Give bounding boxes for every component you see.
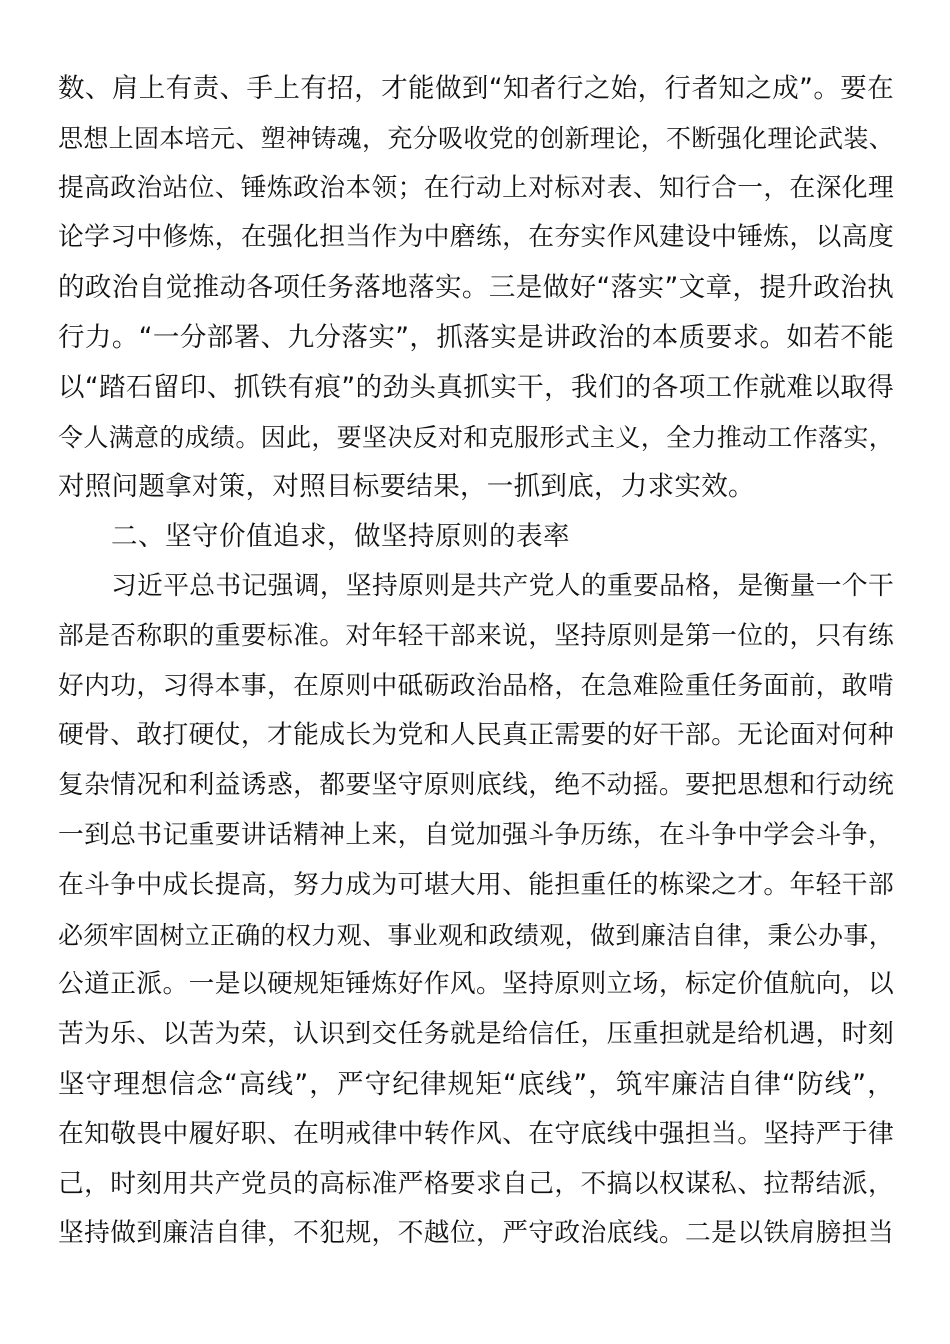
text-line: 坚守理想信念“高线”，严守纪律规矩“底线”，筑牢廉洁自律“防线”， — [58, 1068, 894, 1100]
text-line: 己，时刻用共产党员的高标准严格要求自己，不搞以权谋私、拉帮结派， — [58, 1168, 894, 1199]
text-line: 思想上固本培元、塑神铸魂，充分吸收党的创新理论，不断强化理论武装、 — [58, 123, 894, 153]
text-line: 习近平总书记强调，坚持原则是共产党人的重要品格，是衡量一个干 — [111, 570, 894, 601]
text-line: 苦为乐、以苦为荣，认识到交任务就是给信任，压重担就是给机遇，时刻 — [58, 1019, 894, 1050]
text-line: 复杂情况和利益诱惑，都要坚守原则底线，绝不动摇。要把思想和行动统 — [58, 770, 894, 801]
text-line: 在斗争中成长提高，努力成为可堪大用、能担重任的栋梁之才。年轻干部 — [58, 869, 894, 900]
text-line: 论学习中修炼，在强化担当作为中磨练，在夯实作风建设中锤炼，以高度 — [58, 222, 894, 253]
text-line: 好内功，习得本事，在原则中砥砺政治品格，在急难险重任务面前，敢啃 — [58, 670, 894, 701]
text-line: 硬骨、敢打硬仗，才能成长为党和人民真正需要的好干部。无论面对何种 — [58, 720, 894, 751]
text-line: 对照问题拿对策，对照目标要结果，一抓到底，力求实效。 — [58, 471, 755, 503]
text-line: 以“踏石留印、抓铁有痕”的劲头真抓实干，我们的各项工作就难以取得 — [58, 371, 894, 403]
text-line: 必须牢固树立正确的权力观、事业观和政绩观，做到廉洁自律，秉公办事， — [58, 920, 894, 950]
section-heading: 二、坚守价值追求，做坚持原则的表率 — [111, 521, 570, 553]
text-line: 坚持做到廉洁自律，不犯规，不越位，严守政治底线。二是以铁肩膀担当 — [58, 1218, 894, 1249]
text-line: 提高政治站位、锤炼政治本领；在行动上对标对表、知行合一，在深化理 — [58, 172, 894, 203]
text-line: 公道正派。一是以硬规矩锤炼好作风。坚持原则立场，标定价值航向，以 — [58, 969, 894, 1000]
text-line: 在知敬畏中履好职、在明戒律中转作风、在守底线中强担当。坚持严于律 — [58, 1118, 894, 1149]
text-line: 令人满意的成绩。因此，要坚决反对和克服形式主义，全力推动工作落实， — [58, 422, 894, 452]
text-line: 的政治自觉推动各项任务落地落实。三是做好“落实”文章，提升政治执 — [58, 272, 894, 304]
text-line: 一到总书记重要讲话精神上来，自觉加强斗争历练，在斗争中学会斗争， — [58, 819, 894, 850]
text-line: 数、肩上有责、手上有招，才能做到“知者行之始，行者知之成”。要在 — [58, 73, 894, 104]
text-line: 部是否称职的重要标准。对年轻干部来说，坚持原则是第一位的，只有练 — [58, 620, 894, 651]
text-line: 行力。“一分部署、九分落实”，抓落实是讲政治的本质要求。如若不能 — [58, 321, 894, 353]
body-text — [58, 64, 894, 1259]
